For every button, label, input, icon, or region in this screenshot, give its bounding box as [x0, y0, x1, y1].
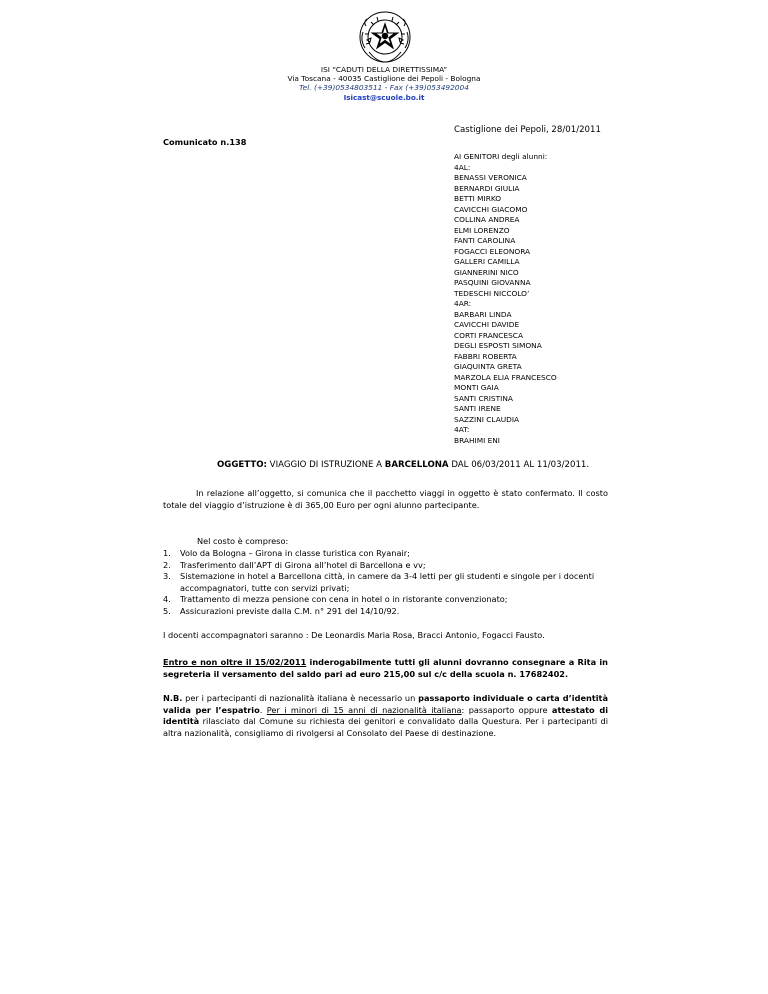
- cost-item: [163, 548, 623, 560]
- subject-line: [217, 460, 589, 470]
- recipient-item: ELMI LORENZO: [454, 225, 510, 235]
- recipient-item: GIAQUINTA GRETA: [454, 362, 522, 371]
- subject-label: OGGETTO:: [217, 460, 267, 470]
- recipient-item: MONTI GAIA: [454, 383, 499, 392]
- cost-intro: Nel costo è compreso:: [197, 536, 289, 546]
- subject-text-before: VIAGGIO DI ISTRUZIONE A: [266, 460, 385, 470]
- recipient-item: BRAHIMI ENI: [454, 435, 500, 445]
- recipient-item: GALLERI CAMILLA: [454, 257, 520, 266]
- recipient-item: SANTI CRISTINA: [454, 393, 513, 403]
- recipient-item: TEDESCHI NICCOLO’: [454, 288, 530, 298]
- cost-item: [163, 594, 623, 606]
- recipient-item: COLLINA ANDREA: [454, 215, 520, 224]
- nb-text-1: per i partecipanti di nazionalità italiana è necessario un: [182, 693, 419, 703]
- cost-item-text: Volo da Bologna – Girona in classe turistica con Ryanair;: [180, 548, 410, 558]
- recipient-item: MARZOLA ELIA FRANCESCO: [454, 372, 557, 382]
- recipient-item: BENASSI VERONICA: [454, 173, 527, 182]
- recipient-item: CAVICCHI DAVIDE: [454, 320, 520, 329]
- cost-item-number: 3.: [163, 571, 171, 582]
- nb-text-3: : passaporto oppure: [461, 704, 552, 715]
- recipient-item: GIANNERINI NICO: [454, 267, 519, 277]
- recipient-item: DEGLI ESPOSTI SIMONA: [454, 341, 542, 350]
- nb-bold-1: passaporto individuale o carta d’identità valida per l’espatrio: [163, 693, 608, 715]
- communication-number: Comunicato n.138: [163, 137, 247, 147]
- nb-label: N.B.: [163, 693, 183, 703]
- cost-item-text: Sistemazione in hotel a Barcellona città, in camere da 3-4 letti per gli studenti e singole per i docenti accompagnatori, tutte con servizi privati;: [180, 571, 595, 593]
- recipients-list: [454, 152, 557, 446]
- recipient-item: 4AT:: [454, 425, 470, 434]
- cost-item-number: 1.: [163, 548, 171, 558]
- school-email-link[interactable]: Isicast@scuole.bo.it: [343, 93, 425, 102]
- recipient-item: BARBARI LINDA: [454, 309, 512, 319]
- recipient-item: PASQUINI GIOVANNA: [454, 278, 531, 287]
- intro-paragraph: In relazione all’oggetto, si comunica che il pacchetto viaggi in oggetto è stato confermato. Il costo totale del viaggio d’istruzione è di 365,00 Euro per ogni alunno partecipante.: [163, 488, 608, 510]
- place-date: Castiglione dei Pepoli, 28/01/2011: [454, 125, 601, 135]
- nb-text-4: rilasciato dal Comune su richiesta dei genitori e convalidato dalla Questura. Per i partecipanti di altra nazionalità, consigliamo di rivolgersi al Consolato del Paese di destinazione.: [163, 716, 608, 738]
- nb-text-2: .: [259, 704, 267, 715]
- cost-item-number: 2.: [163, 559, 171, 570]
- nb-bold-2: attestato di identità: [163, 704, 609, 727]
- school-name: ISI “CADUTI DELLA DIRETTISSIMA”: [320, 65, 448, 74]
- school-address: Via Toscana - 40035 Castiglione dei Pepoli - Bologna: [287, 74, 481, 83]
- cost-item-number: 4.: [163, 594, 171, 605]
- cost-item: [163, 606, 623, 618]
- payment-deadline: Entro e non oltre il 15/02/2011: [163, 657, 307, 667]
- payment-paragraph: [163, 657, 608, 680]
- recipients-heading: AI GENITORI degli alunni:: [454, 152, 548, 161]
- payment-text: inderogabilmente tutti gli alunni dovranno consegnare a Rita in segreteria il versamento del saldo pari ad euro 215,00 sul c/c della scuola n. 17682402.: [163, 657, 608, 679]
- cost-item-text: Assicurazioni previste dalla C.M. n° 291 del 14/10/92.: [180, 605, 400, 616]
- italian-republic-emblem-icon: [357, 10, 413, 66]
- recipient-item: SAZZINI CLAUDIA: [454, 414, 520, 424]
- recipient-item: 4AL:: [454, 162, 471, 172]
- cost-item: [163, 571, 623, 594]
- recipient-item: FANTI CAROLINA: [454, 236, 516, 245]
- cost-item-text: Trattamento di mezza pensione con cena in hotel o in ristorante convenzionato;: [180, 594, 508, 605]
- subject-destination: BARCELLONA: [384, 460, 449, 470]
- recipient-item: CAVICCHI GIACOMO: [454, 204, 528, 214]
- recipient-item: BETTI MIRKO: [454, 194, 502, 203]
- cost-item: [163, 560, 623, 572]
- nb-paragraph: [163, 693, 608, 739]
- recipient-item: SANTI IRENE: [454, 404, 501, 413]
- nb-underline-1: Per i minori di 15 anni di nazionalità italiana: [266, 704, 462, 715]
- teachers-line: I docenti accompagnatori saranno : De Leonardis Maria Rosa, Bracci Antonio, Fogacci Fausto.: [163, 630, 545, 640]
- recipient-item: 4AR:: [454, 299, 472, 308]
- recipient-item: BERNARDI GIULIA: [454, 183, 520, 193]
- recipient-item: CORTI FRANCESCA: [454, 330, 524, 340]
- subject-text-after: DAL 06/03/2011 AL 11/03/2011.: [448, 460, 590, 470]
- cost-item-number: 5.: [163, 605, 171, 616]
- cost-item-text: Trasferimento dall’APT di Girona all’hotel di Barcellona e vv;: [180, 559, 426, 570]
- recipient-item: FOGACCI ELEONORA: [454, 246, 531, 256]
- school-phone-fax: Tel. (+39)0534803511 - Fax (+39)053492004: [299, 83, 469, 92]
- recipient-item: FABBRI ROBERTA: [454, 351, 517, 361]
- cost-items-list: [163, 548, 623, 618]
